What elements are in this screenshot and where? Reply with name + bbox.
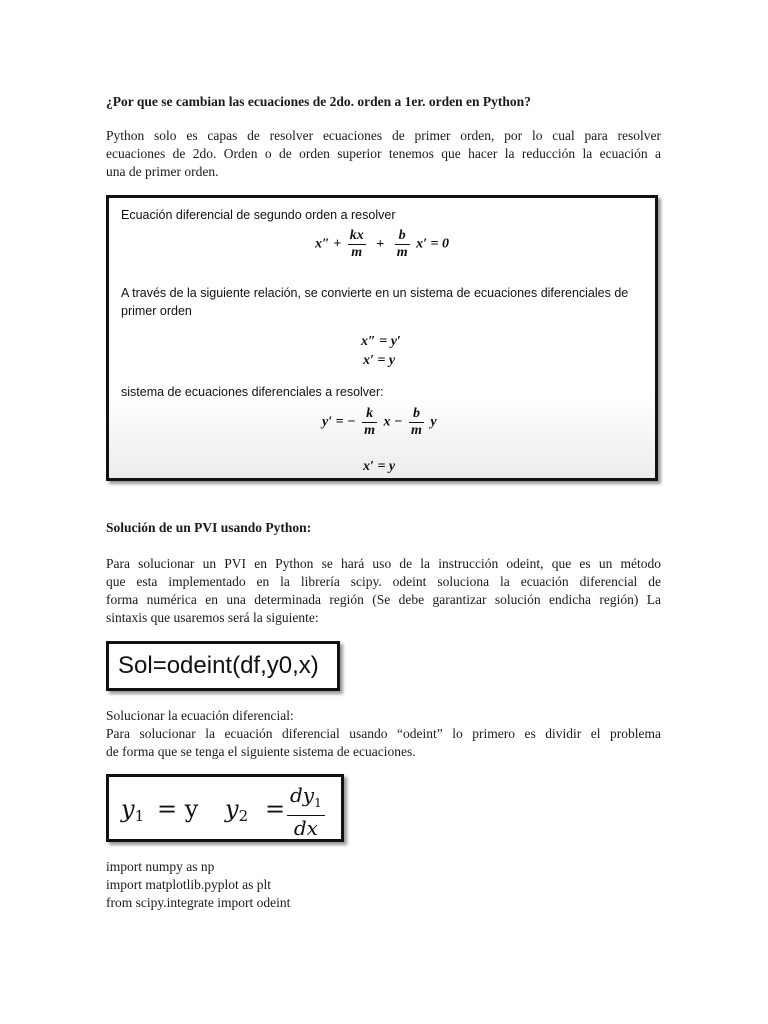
frac-den: dx xyxy=(293,816,318,840)
sys1-mid: x − xyxy=(383,414,403,430)
eq1-rhs: x′ = 0 xyxy=(416,236,450,252)
fraction-b-m xyxy=(395,228,410,261)
eq-box-text-line: A través de la siguiente relación, se convierte en un sistema de ecuaciones diferenciales de xyxy=(121,286,629,300)
paragraph-sistema xyxy=(106,725,661,761)
code-line-import-matplotlib: import matplotlib.pyplot as plt xyxy=(106,877,271,892)
paragraph-line: una de primer orden. xyxy=(106,164,219,179)
paragraph-line: de forma que se tenga el siguiente sistema de ecuaciones. xyxy=(106,744,416,759)
eq-box-text-line: sistema de ecuaciones diferenciales a resolver: xyxy=(121,385,384,399)
paragraph-line: Python solo es capas de resolver ecuaciones de primer orden, por lo cual para resolver xyxy=(106,128,661,143)
paragraph-line: forma numérica en una determinada región (Se debe garantizar solución endicha región) La xyxy=(106,592,661,607)
frac-num: b xyxy=(409,406,424,423)
system-equation-y xyxy=(322,406,437,439)
fraction-dy1-dx xyxy=(287,783,325,840)
fraction-k-m xyxy=(362,406,377,439)
paragraph-python-primer-orden xyxy=(106,127,661,181)
y2-var: y xyxy=(225,795,239,823)
system-equation-x: x′ = y xyxy=(363,459,396,474)
y1-eq-text: = y xyxy=(157,795,199,823)
code-line-import-odeint: from scipy.integrate import odeint xyxy=(106,895,291,910)
plus-sign: + xyxy=(376,236,385,252)
frac-num: b xyxy=(395,228,410,245)
relation-x1-y: x′ = y xyxy=(363,353,396,368)
frac-num: k xyxy=(362,406,377,423)
subheading-solucionar: Solucionar la ecuación diferencial: xyxy=(106,708,294,723)
code-line-import-numpy: import numpy as np xyxy=(106,859,215,874)
odeint-syntax-box: Sol=odeint(df,y0,x) xyxy=(106,641,340,691)
y1-sub: 1 xyxy=(134,807,145,825)
frac-den: m xyxy=(396,245,408,260)
y1-var: y xyxy=(121,795,135,823)
section-heading-pvi: Solución de un PVI usando Python: xyxy=(106,520,312,535)
frac-num xyxy=(287,783,325,816)
sys1-rhs: y xyxy=(430,414,437,430)
fraction-kx-m xyxy=(348,228,366,261)
fraction-b-m xyxy=(409,406,424,439)
frac-num-text: dy xyxy=(290,783,315,807)
paragraph-line: que esta implementado en la librería scipy. odeint soluciona la ecuación diferencial de xyxy=(106,574,661,589)
sys1-lhs: y′ = − xyxy=(322,414,356,430)
equation-image-box xyxy=(106,195,658,481)
frac-den: m xyxy=(411,423,422,438)
frac-num: kx xyxy=(349,228,364,243)
y-definition-box xyxy=(106,774,344,842)
y1-term xyxy=(121,795,144,825)
paragraph-line: sintaxis que usaremos será la siguiente: xyxy=(106,610,319,625)
y1-equals xyxy=(157,795,198,823)
eq-box-title: Ecuación diferencial de segundo orden a resolver xyxy=(121,208,396,222)
frac-den: m xyxy=(364,423,376,438)
y2-term xyxy=(225,795,248,825)
frac-num-sub: 1 xyxy=(314,796,322,810)
eq-box-text-line: primer orden xyxy=(121,304,192,318)
second-order-equation xyxy=(315,228,449,261)
paragraph-line: Para solucionar la ecuación diferencial usando “odeint” lo primero es dividir el problema xyxy=(106,726,661,741)
y2-sub: 2 xyxy=(238,807,249,825)
y2-equals: = xyxy=(265,795,286,823)
paragraph-odeint xyxy=(106,555,661,627)
section-heading-orden: ¿Por que se cambian las ecuaciones de 2do. orden a 1er. orden en Python? xyxy=(106,94,531,109)
relation-x2-y1: x″ = y′ xyxy=(361,334,401,349)
eq1-lhs: x″ + xyxy=(315,236,342,252)
frac-den: m xyxy=(351,245,363,260)
paragraph-line: Para solucionar un PVI en Python se hará uso de la instrucción odeint, que es un método xyxy=(106,556,661,571)
paragraph-line: ecuaciones de 2do. Orden o de orden superior tenemos que hacer la reducción la ecuación a xyxy=(106,146,661,161)
